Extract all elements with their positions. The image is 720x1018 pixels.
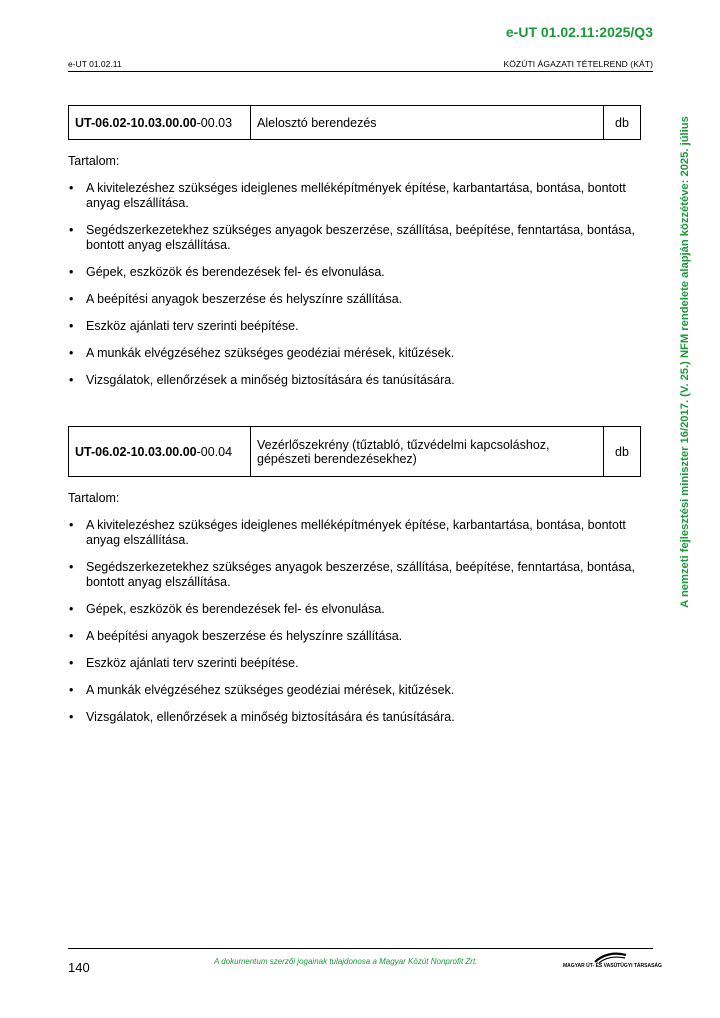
item-code: UT-06.02-10.03.00.00-00.03 (69, 106, 251, 140)
page-number: 140 (68, 960, 90, 975)
bullet-icon: • (69, 560, 74, 574)
list-item: • A kivitelezéshez szükséges ideiglenes melléképítmények építése, karbantartása, bontása, bontott anyag elszállítása. (69, 181, 626, 210)
footer-rule (68, 948, 653, 949)
bullet-icon: • (69, 656, 74, 670)
item-name: Vezérlőszekrény (tűztabló, tűzvédelmi kapcsoláshoz, gépészeti berendezésekhez) (251, 427, 604, 477)
header-rule (68, 71, 653, 72)
item-name: Alelosztó berendezés (251, 106, 604, 140)
list-item: • A munkák elvégzéséhez szükséges geodéziai mérések, kitűzések. (69, 346, 455, 360)
item-table-1 (68, 105, 641, 140)
list-item: • A kivitelezéshez szükséges ideiglenes melléképítmények építése, karbantartása, bontása, bontott anyag elszállítása. (69, 518, 626, 547)
bullet-icon: • (69, 346, 74, 360)
logo-text: MAGYAR ÚT- ÉS VASÚTÜGYI TÁRSASÁG (563, 963, 662, 969)
list-item: • Gépek, eszközök és berendezések fel- és elvonulása. (69, 265, 385, 279)
company-logo (563, 951, 662, 973)
list-item: • Vizsgálatok, ellenőrzések a minőség biztosítására és tanúsítására. (69, 710, 455, 724)
list-item: • Gépek, eszközök és berendezések fel- és elvonulása. (69, 602, 385, 616)
header-left: e-UT 01.02.11 (68, 59, 122, 69)
copyright-note: A dokumentum szerzői jogainak tulajdonosa a Magyar Közút Nonprofit Zrt. (214, 957, 478, 966)
bullet-icon: • (69, 319, 74, 333)
bullet-icon: • (69, 602, 74, 616)
bullet-icon: • (69, 292, 74, 306)
bullet-icon: • (69, 373, 74, 387)
bullet-icon: • (69, 181, 74, 195)
bullet-icon: • (69, 683, 74, 697)
bullet-icon: • (69, 629, 74, 643)
tartalom-label: Tartalom: (68, 491, 120, 505)
list-item: • A beépítési anyagok beszerzése és helyszínre szállítása. (69, 629, 403, 643)
list-item: • Segédszerkezetekhez szükséges anyagok beszerzése, szállítása, beépítése, fenntartása, bontása, bontott anyag elszállítása. (69, 223, 635, 252)
list-item: • A munkák elvégzéséhez szükséges geodéziai mérések, kitűzések. (69, 683, 455, 697)
item-unit: db (604, 106, 641, 140)
bullet-list-2 (68, 518, 640, 737)
list-item: • Vizsgálatok, ellenőrzések a minőség biztosítására és tanúsítására. (69, 373, 455, 387)
list-item: • A beépítési anyagok beszerzése és helyszínre szállítása. (69, 292, 403, 306)
item-code: UT-06.02-10.03.00.00-00.04 (69, 427, 251, 477)
bullet-list-1 (68, 181, 640, 400)
list-item: • Eszköz ajánlati terv szerinti beépítése. (69, 656, 299, 670)
document-code: e-UT 01.02.11:2025/Q3 (505, 24, 653, 40)
bullet-icon: • (69, 710, 74, 724)
list-item: • Segédszerkezetekhez szükséges anyagok beszerzése, szállítása, beépítése, fenntartása, bontása, bontott anyag elszállítása. (69, 560, 635, 589)
item-table-2 (68, 426, 641, 477)
bullet-icon: • (69, 265, 74, 279)
item-unit: db (604, 427, 641, 477)
list-item: • Eszköz ajánlati terv szerinti beépítése. (69, 319, 299, 333)
header-right: KÖZÚTI ÁGAZATI TÉTELREND (KÁT) (503, 59, 653, 69)
bullet-icon: • (69, 223, 74, 237)
bullet-icon: • (69, 518, 74, 532)
tartalom-label: Tartalom: (68, 154, 120, 168)
